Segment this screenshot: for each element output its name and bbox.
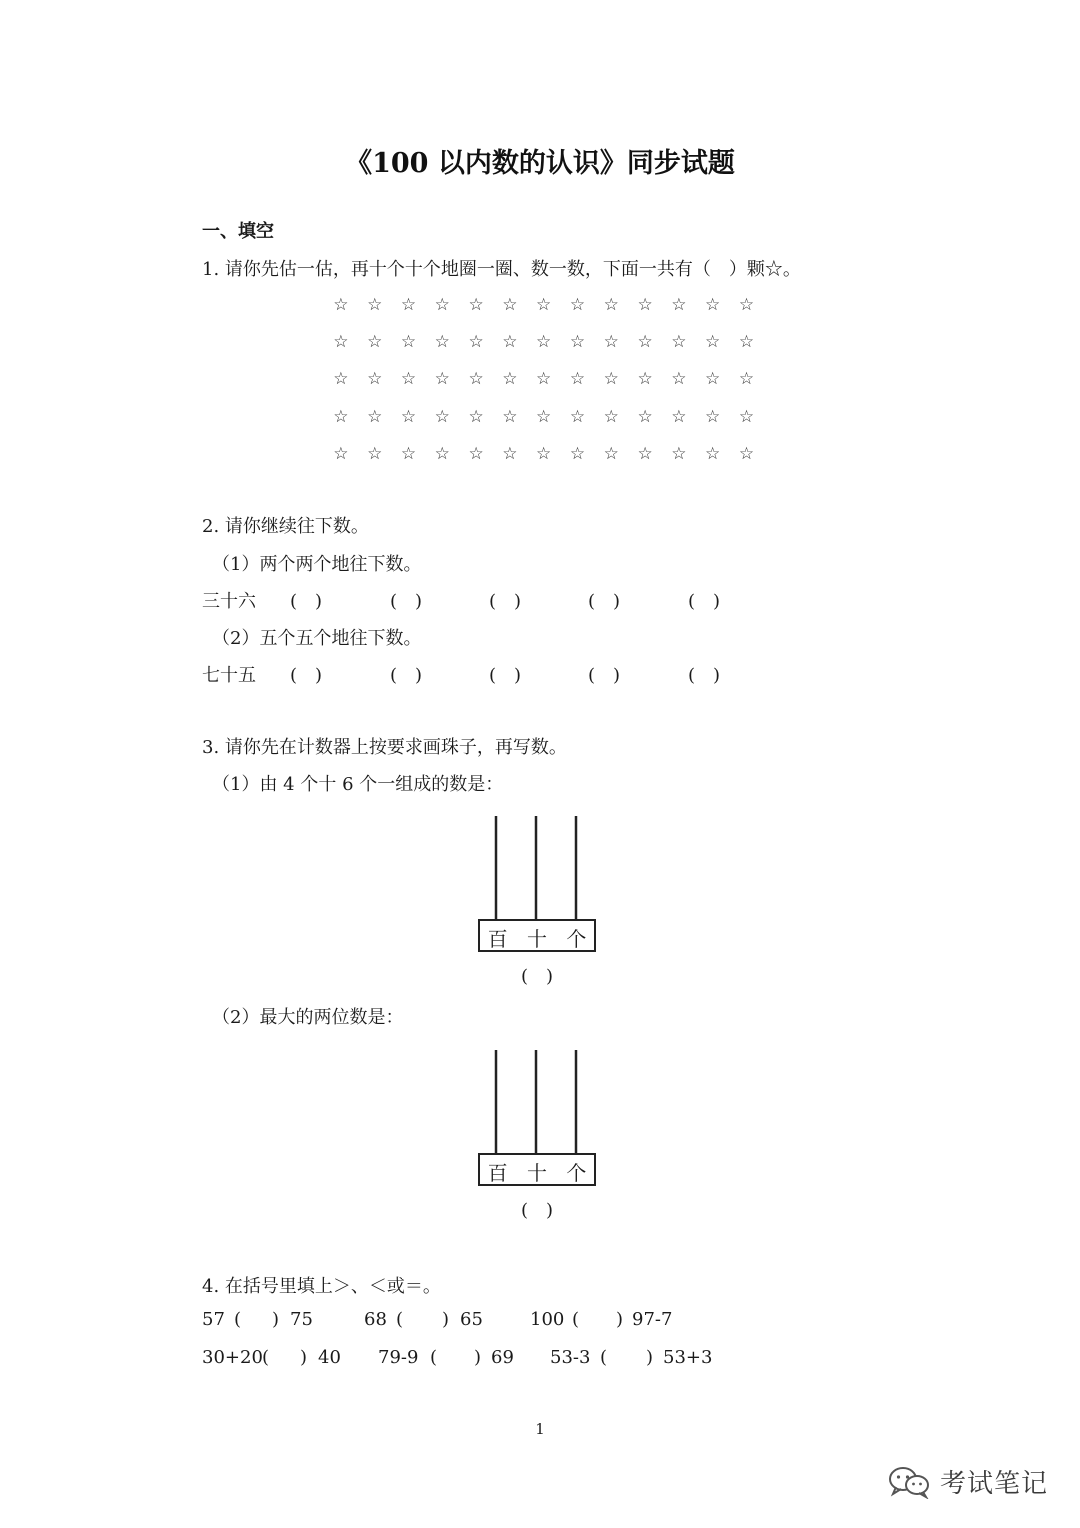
compare-right: 97-7 xyxy=(632,1309,673,1330)
hundreds-label: 百 xyxy=(487,1161,508,1185)
question-3: 3. 请你先在计数器上按要求画珠子，再写数。 xyxy=(202,737,567,758)
count-row-2 xyxy=(202,661,762,687)
paren-open[interactable]: ( xyxy=(430,1347,438,1368)
star-icon: ☆ xyxy=(671,443,687,464)
ones-label: 个 xyxy=(566,927,587,951)
question-3-sub-2: （2）最大的两位数是： xyxy=(212,1007,404,1028)
star-icon: ☆ xyxy=(705,369,721,390)
compare-left: 68 xyxy=(364,1309,387,1330)
star-row xyxy=(324,327,764,364)
star-icon: ☆ xyxy=(400,369,417,390)
star-icon: ☆ xyxy=(536,295,552,315)
star-icon: ☆ xyxy=(569,369,586,390)
question-2-sub-1: （1）两个两个地往下数。 xyxy=(212,554,422,575)
compare-row-2 xyxy=(202,1347,722,1373)
answer-blank[interactable]: ( ) xyxy=(588,591,621,612)
paren-close[interactable]: ) xyxy=(442,1309,450,1330)
compare-right: 40 xyxy=(318,1347,341,1368)
star-icon: ☆ xyxy=(671,369,687,390)
star-icon: ☆ xyxy=(603,332,619,353)
count-row-1-start: 三十六 xyxy=(202,591,256,612)
paren-open[interactable]: ( xyxy=(600,1347,608,1368)
star-icon: ☆ xyxy=(536,332,552,353)
question-4: 4. 在括号里填上＞、＜或＝。 xyxy=(202,1276,441,1297)
star-icon: ☆ xyxy=(367,406,383,427)
star-icon: ☆ xyxy=(434,369,450,390)
star-icon: ☆ xyxy=(502,443,518,464)
star-icon: ☆ xyxy=(569,443,586,464)
question-2: 2. 请你继续往下数。 xyxy=(202,516,369,537)
star-icon: ☆ xyxy=(333,369,349,390)
chat-bubbles-icon xyxy=(888,1465,932,1499)
star-icon: ☆ xyxy=(468,369,484,390)
compare-left: 53-3 xyxy=(550,1347,591,1368)
star-icon: ☆ xyxy=(637,443,653,464)
star-icon: ☆ xyxy=(637,406,653,427)
abacus-place-labels xyxy=(478,1157,596,1186)
compare-left: 100 xyxy=(530,1309,565,1330)
star-icon: ☆ xyxy=(637,295,653,315)
star-icon: ☆ xyxy=(367,443,383,464)
paren-close[interactable]: ) xyxy=(300,1347,308,1368)
compare-left: 57 xyxy=(202,1309,225,1330)
watermark-text: 考试笔记 xyxy=(940,1469,1049,1499)
star-icon: ☆ xyxy=(705,332,721,353)
star-icon: ☆ xyxy=(502,406,518,427)
star-icon: ☆ xyxy=(536,406,552,427)
abacus-place-labels xyxy=(478,923,596,952)
answer-blank[interactable]: ( ) xyxy=(489,665,522,686)
star-icon: ☆ xyxy=(400,443,417,464)
star-row xyxy=(324,402,764,439)
star-icon: ☆ xyxy=(603,295,619,315)
star-icon: ☆ xyxy=(468,332,484,353)
paren-open[interactable]: ( xyxy=(572,1309,580,1330)
star-icon: ☆ xyxy=(536,443,552,464)
star-grid xyxy=(324,290,764,476)
star-icon: ☆ xyxy=(333,295,349,315)
abacus-1[interactable] xyxy=(478,814,596,986)
star-icon: ☆ xyxy=(468,443,484,464)
star-icon: ☆ xyxy=(367,332,383,353)
compare-row-1 xyxy=(202,1309,722,1335)
paren-open[interactable]: ( xyxy=(262,1347,270,1368)
star-icon: ☆ xyxy=(434,406,450,427)
paren-open[interactable]: ( xyxy=(396,1309,404,1330)
tens-label: 十 xyxy=(526,927,547,951)
star-icon: ☆ xyxy=(434,443,450,464)
star-icon: ☆ xyxy=(738,406,755,427)
compare-right: 65 xyxy=(460,1309,483,1330)
star-icon: ☆ xyxy=(569,406,586,427)
answer-blank[interactable]: ( ) xyxy=(390,591,423,612)
paren-open[interactable]: ( xyxy=(234,1309,242,1330)
answer-blank[interactable]: ( ) xyxy=(489,591,522,612)
paren-close[interactable]: ) xyxy=(616,1309,624,1330)
star-icon: ☆ xyxy=(603,406,619,427)
hundreds-label: 百 xyxy=(487,927,508,951)
star-icon: ☆ xyxy=(738,332,755,353)
star-icon: ☆ xyxy=(367,369,383,390)
paren-close[interactable]: ) xyxy=(272,1309,280,1330)
page-title: 《100 以内数的认识》同步试题 xyxy=(345,148,735,179)
star-icon: ☆ xyxy=(502,295,518,315)
star-icon: ☆ xyxy=(400,295,417,315)
count-row-2-start: 七十五 xyxy=(202,665,256,686)
answer-blank[interactable]: ( ) xyxy=(588,665,621,686)
star-icon: ☆ xyxy=(400,406,417,427)
compare-left: 30+20 xyxy=(202,1347,263,1368)
ones-label: 个 xyxy=(566,1161,587,1185)
star-icon: ☆ xyxy=(705,295,721,315)
compare-right: 75 xyxy=(290,1309,313,1330)
star-icon: ☆ xyxy=(705,443,721,464)
star-icon: ☆ xyxy=(434,295,450,315)
star-icon: ☆ xyxy=(603,443,619,464)
watermark xyxy=(888,1463,1048,1500)
star-icon: ☆ xyxy=(671,406,687,427)
star-icon: ☆ xyxy=(536,369,552,390)
question-3-sub-1: （1）由 4 个十 6 个一组成的数是： xyxy=(212,774,504,795)
answer-blank[interactable]: ( ) xyxy=(390,665,423,686)
star-icon: ☆ xyxy=(367,295,383,315)
star-icon: ☆ xyxy=(502,332,518,353)
star-icon: ☆ xyxy=(738,443,755,464)
star-icon: ☆ xyxy=(468,406,484,427)
answer-blank[interactable]: ( ) xyxy=(290,665,323,686)
star-row xyxy=(324,290,764,327)
question-2-sub-2: （2）五个五个地往下数。 xyxy=(212,628,422,649)
answer-blank[interactable]: ( ) xyxy=(688,665,721,686)
star-icon: ☆ xyxy=(637,332,653,353)
paren-close[interactable]: ) xyxy=(646,1347,654,1368)
section-heading: 一、填空 xyxy=(202,221,274,242)
answer-blank[interactable]: ( ) xyxy=(520,1200,554,1221)
star-icon: ☆ xyxy=(671,332,687,353)
compare-right: 69 xyxy=(491,1347,514,1368)
page-number: 1 xyxy=(535,1420,545,1438)
star-icon: ☆ xyxy=(333,332,349,353)
star-icon: ☆ xyxy=(333,443,349,464)
question-1: 1. 请你先估一估，再十个十个地圈一圈、数一数，下面一共有（ ）颗☆。 xyxy=(202,259,801,280)
star-icon: ☆ xyxy=(738,369,755,390)
star-icon: ☆ xyxy=(569,295,586,315)
tens-label: 十 xyxy=(526,1161,547,1185)
star-icon: ☆ xyxy=(468,295,484,315)
answer-blank[interactable]: ( ) xyxy=(520,966,554,987)
star-row xyxy=(324,364,764,401)
paren-close[interactable]: ) xyxy=(474,1347,482,1368)
compare-right: 53+3 xyxy=(663,1347,713,1368)
count-row-1 xyxy=(202,587,762,613)
star-icon: ☆ xyxy=(671,295,687,315)
answer-blank[interactable]: ( ) xyxy=(290,591,323,612)
star-icon: ☆ xyxy=(502,369,518,390)
star-icon: ☆ xyxy=(569,332,586,353)
star-icon: ☆ xyxy=(738,295,755,315)
answer-blank[interactable]: ( ) xyxy=(688,591,721,612)
star-icon: ☆ xyxy=(705,406,721,427)
star-icon: ☆ xyxy=(333,406,349,427)
star-icon: ☆ xyxy=(434,332,450,353)
abacus-2[interactable] xyxy=(478,1048,596,1220)
star-row xyxy=(324,439,764,476)
star-icon: ☆ xyxy=(637,369,653,390)
star-icon: ☆ xyxy=(400,332,417,353)
compare-left: 79-9 xyxy=(378,1347,419,1368)
star-icon: ☆ xyxy=(603,369,619,390)
